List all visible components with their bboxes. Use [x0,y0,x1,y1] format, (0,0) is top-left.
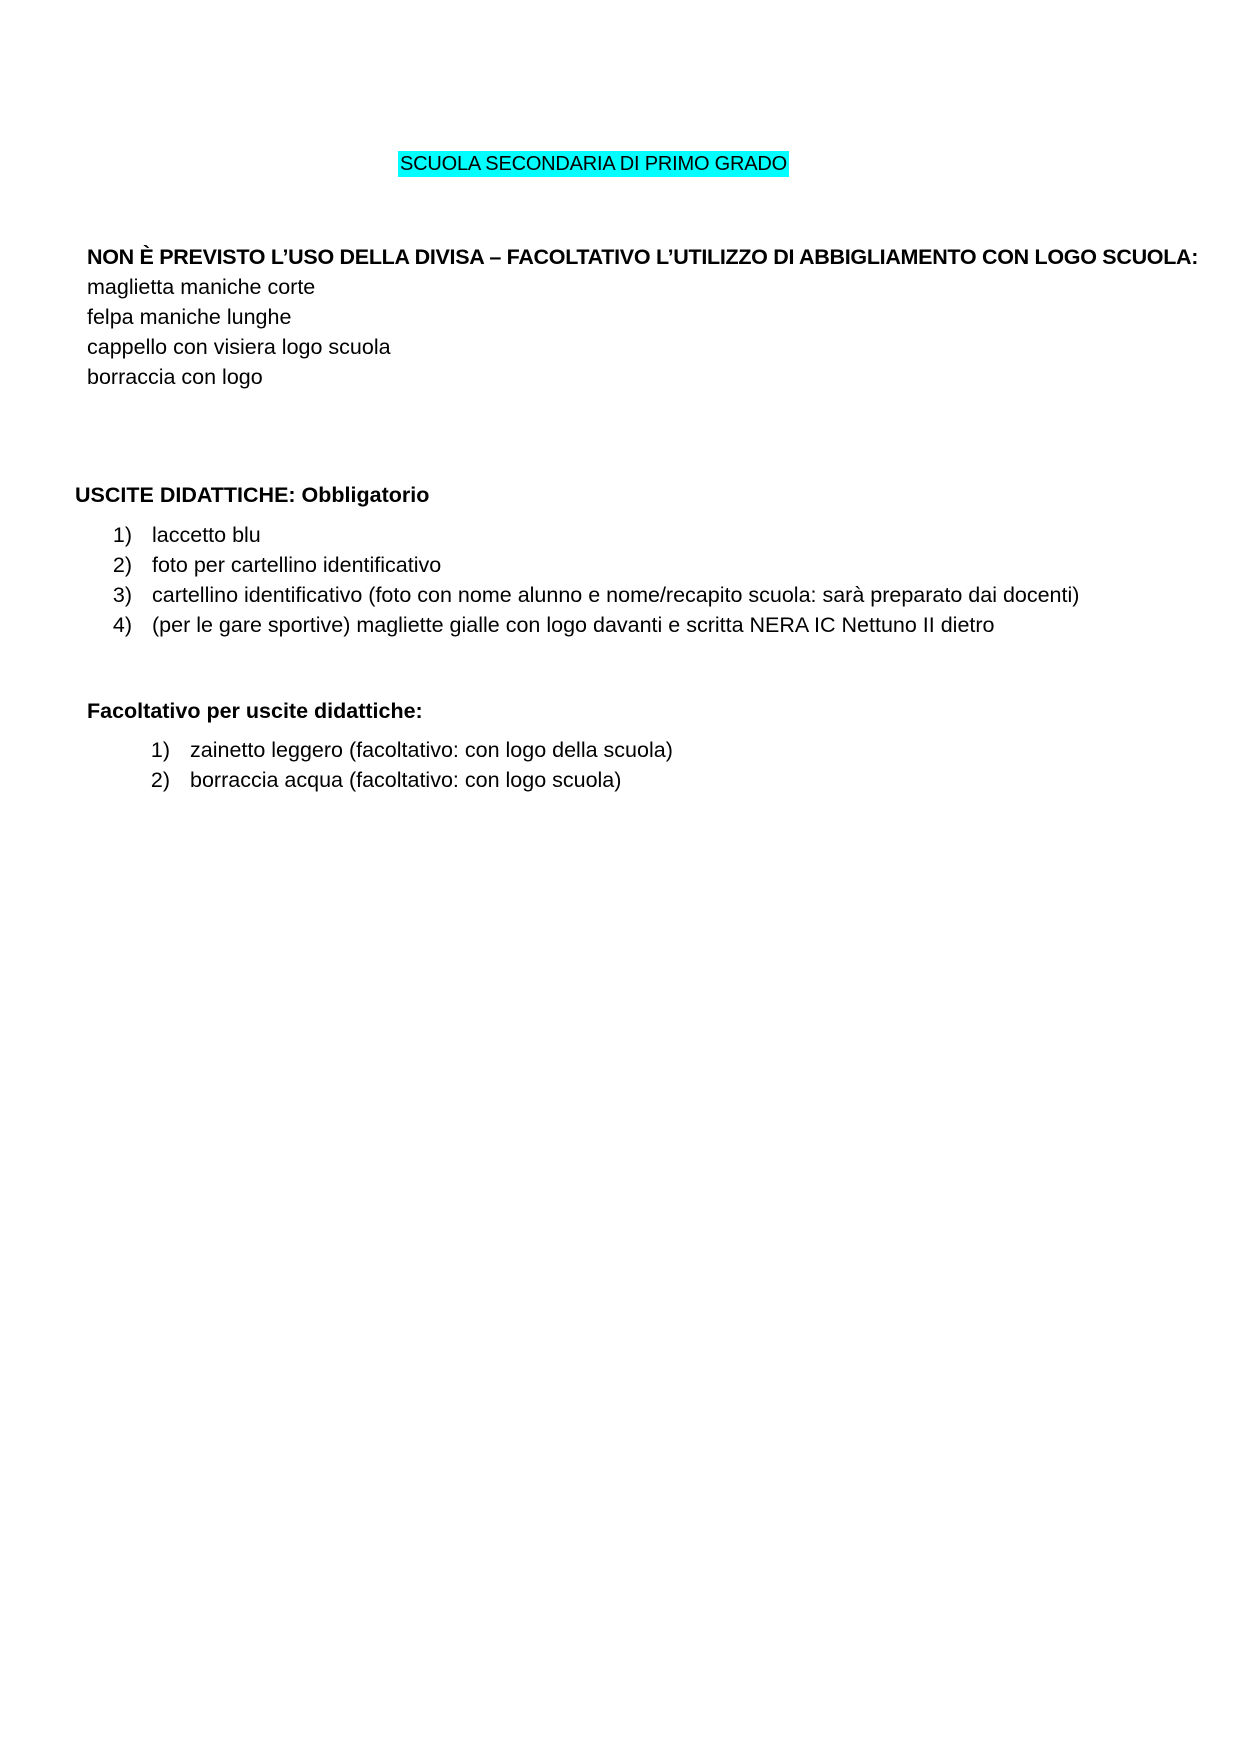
uniform-item: maglietta maniche corte [87,275,316,299]
uniform-item: felpa maniche lunghe [87,305,292,329]
list-item [133,765,673,795]
list-item-number: 4) [112,613,132,637]
required-list [94,520,1079,640]
list-item [133,735,673,765]
uniform-heading: NON È PREVISTO L’USO DELLA DIVISA – FACOLTATIVO L’UTILIZZO DI ABBIGLIAMENTO CON LOGO SCUOLA: [87,245,1199,269]
list-item-number: 2) [150,768,170,792]
uniform-section [87,242,1198,392]
list-item [94,520,1079,550]
list-item-text: (per le gare sportive) magliette gialle con logo davanti e scritta NERA IC Nettuno II dietro [152,613,995,637]
list-item [94,550,1079,580]
title-container [398,151,789,177]
list-item-number: 1) [112,523,132,547]
list-item-text: zainetto leggero (facoltativo: con logo della scuola) [190,738,673,762]
optional-list [133,735,673,795]
uniform-item: cappello con visiera logo scuola [87,335,391,359]
list-item [94,610,1079,640]
list-item-number: 3) [112,583,132,607]
list-item-text: laccetto blu [152,523,261,547]
list-item-text: cartellino identificativo (foto con nome alunno e nome/recapito scuola: sarà preparato dai docenti) [152,583,1080,607]
list-item [94,580,1079,610]
optional-heading: Facoltativo per uscite didattiche: [87,699,423,723]
list-item-text: foto per cartellino identificativo [152,553,442,577]
list-item-number: 1) [150,738,170,762]
list-item-number: 2) [112,553,132,577]
document-title: SCUOLA SECONDARIA DI PRIMO GRADO [400,153,788,175]
required-heading: USCITE DIDATTICHE: Obbligatorio [75,483,430,507]
list-item-text: borraccia acqua (facoltativo: con logo scuola) [190,768,622,792]
uniform-item: borraccia con logo [87,365,263,389]
